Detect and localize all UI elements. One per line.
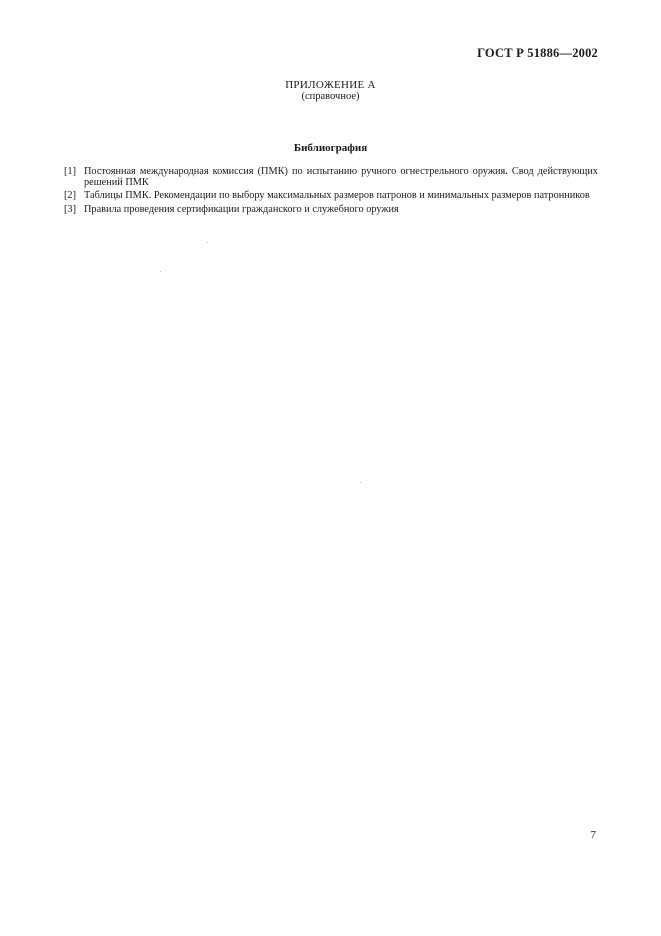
bibliography-item-number: [3] [64,203,77,215]
bibliography-item [64,204,598,215]
document-code: ГОСТ Р 51886—2002 [477,46,598,60]
bibliography-item [64,166,598,188]
bibliography-item-number: [2] [64,190,77,202]
scan-speck [207,242,208,243]
bibliography-item-text: Постоянная международная комиссия (ПМК) по испытанию ручного огнестрельного оружия. Свод действующих решений ПМК [84,166,598,189]
scan-speck [160,271,161,272]
appendix-title: ПРИЛОЖЕНИЕ А [285,79,376,91]
bibliography-item-text: Таблицы ПМК. Рекомендации по выбору максимальных размеров патронов и минимальных размеров патронников [84,190,590,202]
bibliography-item-number: [1] [64,166,77,177]
appendix-subtitle: (справочное) [301,91,360,102]
bibliography-list [64,166,598,217]
scan-speck [360,482,361,483]
bibliography-item [64,190,598,201]
page-number: 7 [590,829,596,841]
bibliography-heading: Библиография [293,142,368,154]
bibliography-item-text: Правила проведения сертификации гражданского и служебного оружия [84,203,399,215]
